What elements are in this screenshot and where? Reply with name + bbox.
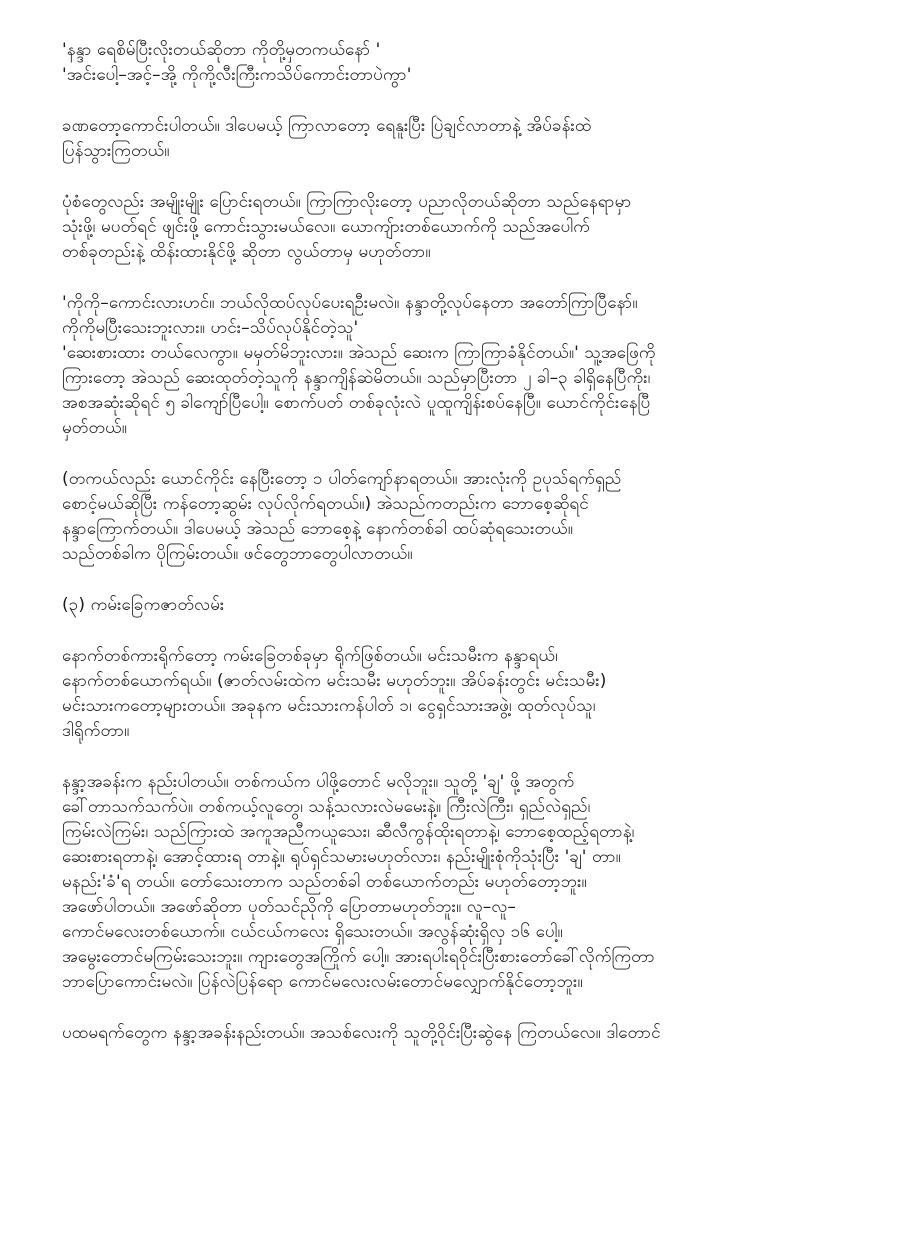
- text-line: တစ်ခုတည်းနဲ့ ထိန်းထားနိုင်ဖို့ ဆိုတာ လွယ်တာမှ မဟုတ်တာ။: [62, 242, 431, 262]
- section-heading: [62, 593, 852, 618]
- text-line: ကြမ်းလဲကြမ်း၊ သည်ကြားထဲ အကူအညီကယူသေး၊ ဆီလီကွန်ထိုးရတာနဲ့၊ ဘောစေ့ထည့်ရတာနဲ့၊: [62, 822, 635, 842]
- text-line: မင်းသားကတော့များတယ်။ အခုနက မင်းသားကန်ပါတ် ၁၊ ငွေရှင်သားအဖွဲ့၊ ထုတ်လုပ်သူ၊: [62, 696, 596, 716]
- text-line: အစအဆုံးဆိုရင် ၅ ခါကျော်ပြီပေါ့။ စောက်ပတ် တစ်ခုလုံးလဲ ပူထူကျိန်းစပ်နေပြီ။ ယောင်ကိုင်းနေပြီ: [62, 393, 651, 413]
- dialogue-paragraph: [62, 38, 852, 88]
- text-line: ဒါရိုက်တာ။: [62, 721, 130, 741]
- body-paragraph: [62, 467, 852, 567]
- dialogue-paragraph: [62, 291, 852, 441]
- document-page: [62, 38, 852, 1072]
- text-line: စောင့်မယ်ဆိုပြီး ကန်တော့ဆွမ်း လုပ်လိုက်ရတယ်။) အဲသည်ကတည်းက ဘောစေ့ဆိုရင်: [62, 494, 589, 514]
- text-line: ခေါ်တာသက်သက်ပဲ။ တစ်ကယ့်လူတွေ၊ သန့်သလားလဲမမေးနဲ့။ ကြီးလဲကြီး၊ ရှည်လဲရှည်၊: [62, 797, 591, 817]
- body-paragraph: [62, 770, 852, 995]
- text-line: ပြန်သွားကြတယ်။: [62, 141, 170, 161]
- body-paragraph: [62, 644, 852, 744]
- text-line: မှတ်တယ်။: [62, 418, 127, 438]
- text-line: နန္ဒာ့အခန်းက နည်းပါတယ်။ တစ်ကယ်က ပါဖို့တောင် မလိုဘူး။ သူတို့ 'ချ' ဖို့ အတွက်: [62, 772, 575, 792]
- section-heading-text: (၃) ကမ်းခြေကဇာတ်လမ်း: [62, 595, 225, 615]
- text-line: အဖော်ပါတယ်။ အဖော်ဆိုတာ ပုတ်သင်ညိုကို ပြောတာမဟုတ်ဘူး။ လူ–လူ–: [62, 897, 517, 917]
- text-line: ကိုကိုမပြီးသေးဘူးလား။ ဟင်း–သိပ်လုပ်နိုင်တဲ့သူ': [62, 318, 359, 338]
- text-line: 'အင်းပေါ့–အင့်–အို့ ကိုကို့လီးကြီးကသိပ်ကောင်းတာပဲကွာ': [62, 65, 412, 85]
- text-line: ကောင်မလေးတစ်ယောက်။ ငယ်ငယ်ကလေး ရှိသေးတယ်။ အလွန်ဆုံးရှိလှ ၁၆ ပေါ့။: [62, 922, 563, 942]
- text-line: (တကယ်လည်း ယောင်ကိုင်း နေပြီးတော့ ၁ ပါတ်ကျော်နာရတယ်။ အားလုံးကို ဥပုသ်ရက်ရှည်: [62, 469, 622, 489]
- text-line: သည်တစ်ခါက ပိုကြမ်းတယ်။ ဖင်တွေဘာတွေပါလာတယ်။: [62, 544, 413, 564]
- text-line: အမွေးတောင်မကြမ်းသေးဘူး။ ကျားတွေအကြိုက် ပေါ့။ အားရပါးရဝိုင်းပြီးစားတော်ခေါ်လိုက်ကြတာ: [62, 947, 655, 967]
- text-line: နောက်တစ်ကားရိုက်တော့ ကမ်းခြေတစ်ခုမှာ ရိုက်ဖြစ်တယ်။ မင်းသမီးက နန္ဒာရယ်၊: [62, 646, 558, 666]
- text-line: 'ဆေးစားထား တယ်လေကွာ။ မမှတ်မိဘူးလား။ အဲသည် ဆေးက ကြာကြာခံနိုင်တယ်။' သူ့အဖြေကို: [62, 343, 656, 363]
- text-line: ကြားတော့ အဲသည် ဆေးထုတ်တဲ့သူကို နန္ဒာကျိန်ဆဲမိတယ်။ သည်မှာပြီးတာ ၂ ခါ–၃ ခါရှိနေပြီကိုး၊: [62, 368, 651, 388]
- text-line: မနည်း'ခံ'ရ တယ်။ တော်သေးတာက သည်တစ်ခါ တစ်ယောက်တည်း မဟုတ်တော့ဘူး။: [62, 872, 587, 892]
- text-line: ပထမရက်တွေက နန္ဒာ့အခန်းနည်းတယ်။ အသစ်လေးကို သူတို့ဝိုင်းပြီးဆွဲနေ ကြတယ်လေ။ ဒါတောင်: [62, 1023, 661, 1043]
- text-line: သုံးဖို့၊ မပတ်ရင် ဖျင်းဖို့ ကောင်းသွားမယ်လေ။ ယောကျ်ားတစ်ယောက်ကို သည်အပေါက်: [62, 217, 590, 237]
- text-line: 'နန္ဒာ ရေစိမ်ပြီးလိုးတယ်ဆိုတာ ကိုတို့မှတကယ်နော် ': [62, 40, 381, 60]
- text-line: နန္ဒာကြောက်တယ်။ ဒါပေမယ့် အဲသည် ဘောစေ့နဲ့ နောက်တစ်ခါ ထပ်ဆုံရသေးတယ်။: [62, 519, 574, 539]
- text-line: ဆေးစားရတာနဲ့၊ အောင့်ထားရ တာနဲ့။ ရုပ်ရှင်သမားမဟုတ်လား၊ နည်းမျိုးစုံကိုသုံးပြီး 'ချ' တာ။: [62, 847, 621, 867]
- text-line: ပုံစံတွေလည်း အမျိုးမျိုး ပြောင်းရတယ်။ ကြာကြာလိုးတော့ ပညာလိုတယ်ဆိုတာ သည်နေရာမှာ: [62, 192, 632, 212]
- text-line: နောက်တစ်ယောက်ရယ်။ (ဇာတ်လမ်းထဲက မင်းသမီး မဟုတ်ဘူး။ အိပ်ခန်းတွင်း မင်းသမီး): [62, 671, 607, 691]
- body-paragraph: [62, 1021, 852, 1046]
- body-paragraph: [62, 114, 852, 164]
- text-line: ခဏတော့ကောင်းပါတယ်။ ဒါပေမယ့် ကြာလာတော့ ရေနူးပြီး ပြဲချင်လာတာနဲ့ အိပ်ခန်းထဲ: [62, 116, 592, 136]
- text-line: 'ကိုကို–ကောင်းလားဟင်။ ဘယ်လိုထပ်လုပ်ပေးရဦးမလဲ။ နန္ဒာတို့လုပ်နေတာ အတော်ကြာပြီနော်။: [62, 293, 638, 313]
- body-paragraph: [62, 190, 852, 265]
- text-line: ဘာပြောကောင်းမလဲ။ ပြန်လဲပြန်ရော ကောင်မလေးလမ်းတောင်မလျှောက်နိုင်တော့ဘူး။: [62, 972, 583, 992]
